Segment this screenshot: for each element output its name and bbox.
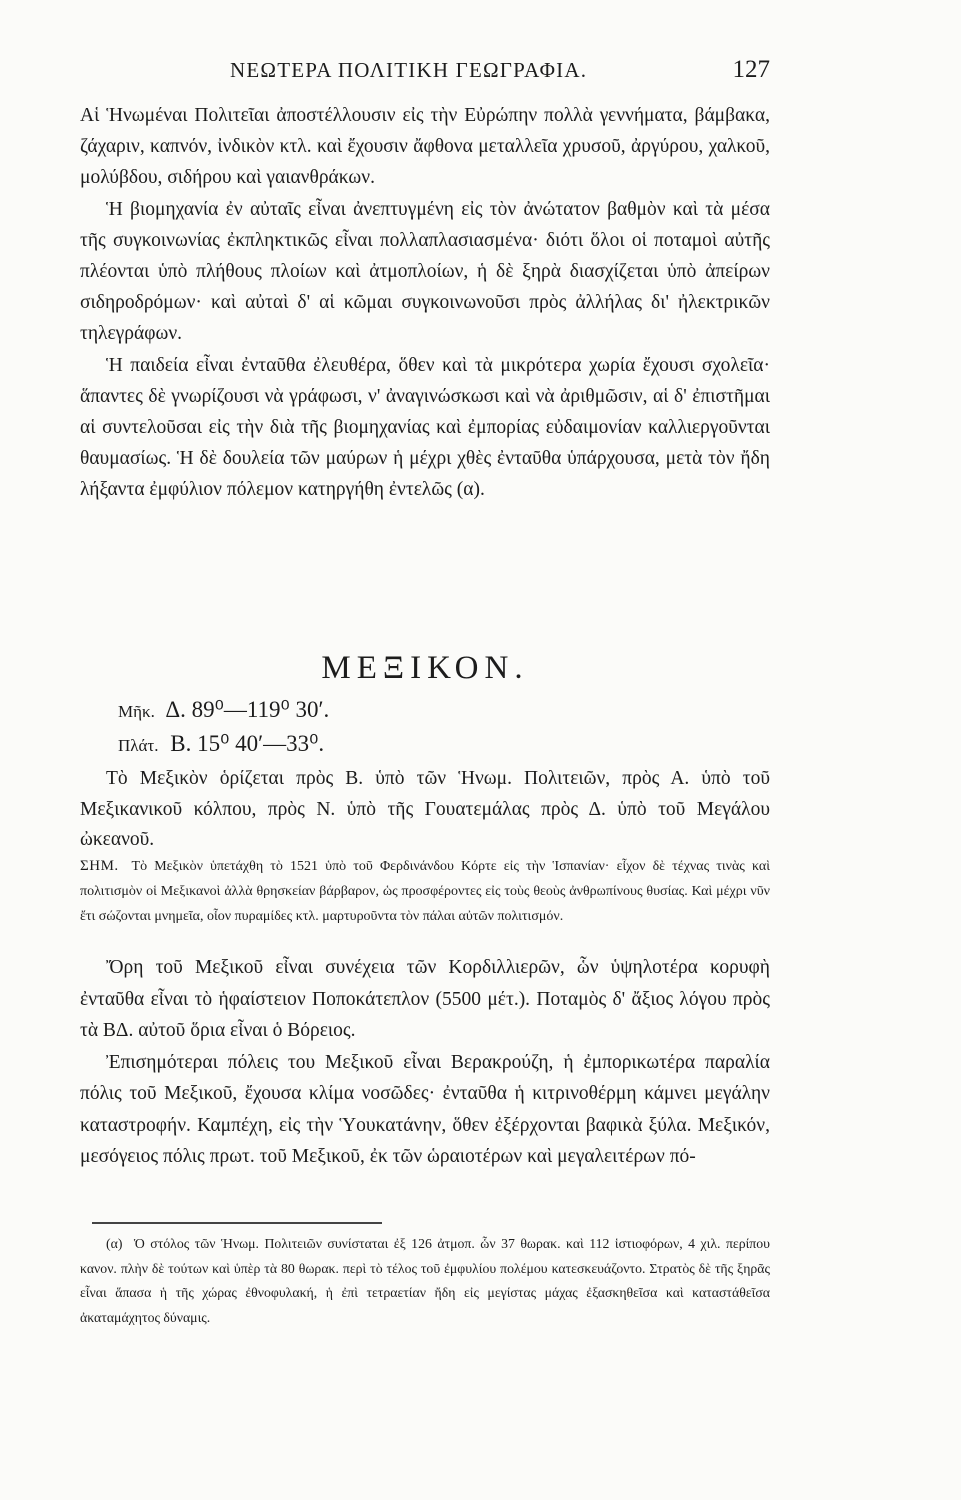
paragraph-mountains: Ὄρη τοῦ Μεξικοῦ εἶναι συνέχεια τῶν Κορδιλλιερῶν, ὧν ὑψηλοτέρα κορυφὴ ἐνταῦθα εἶναι τὸ ἡφαίστειον Ποποκάτεπλον (5500 μέτ.). Ποταμὸς δ' ἄξιος λόγου πρὸς τὰ ΒΔ. αὐτοῦ ὅρια εἶναι ὁ Βόρειος. [80,957,770,1041]
note-text: Τὸ Μεξικὸν ὑπετάχθη τὸ 1521 ὑπὸ τοῦ Φερδινάνδου Κόρτε εἰς τὴν Ἱσπανίαν· εἶχον δὲ τέχνας τινὰς καὶ πολιτισμὸν οἱ Μεξικανοὶ ἀλλὰ θρησκείαν βάρβαρον, ὡς προσφέροντες εἰς τοὺς θεοὺς ἀνθρωπίνους θυσίας. Καὶ μέχρι νῦν ἔτι σώζονται μνημεῖα, οἷον πυραμίδες κτλ. μαρτυροῦντα τὸν πάλαι αὐτῶν πολιτισμόν. [80,859,770,924]
paragraph-borders: Τὸ Μεξικὸν ὁρίζεται πρὸς Β. ὑπὸ τῶν Ἡνωμ. Πολιτειῶν, πρὸς Α. ὑπὸ τοῦ Μεξικανικοῦ κόλπου, πρὸς Ν. ὑπὸ τῆς Γουατεμάλας πρὸς Δ. ὑπὸ τοῦ Μεγάλου ὠκεανοῦ. [80,768,770,851]
paragraph-industry: Ἡ βιομηχανία ἐν αὐταῖς εἶναι ἀνεπτυγμένη εἰς τὸν ἀνώτατον βαθμὸν καὶ τὰ μέσα τῆς συγκοινωνίας ἐκπληκτικῶς εἶναι πολλαπλασιασμένα· διότι ὅλοι οἱ ποταμοὶ αὐτῆς πλέονται ὑπὸ πλήθους πλοίων καὶ ἀτμοπλοίων, ἡ δὲ ξηρὰ διασχίζεται ὑπὸ ἀπείρων σιδηροδρόμων· καὶ αὐταὶ δ' αἱ κῶμαι συγκοινωνοῦσι πρὸς ἀλλήλας δι' ἠλεκτρικῶν τηλεγράφων. [80,198,770,345]
footnote [80,1232,770,1330]
latitude-value: Β. 15⁰ 40′—33⁰. [170,731,325,756]
note-label: ΣΗΜ. [80,858,119,874]
paragraph-education: Ἡ παιδεία εἶναι ἐνταῦθα ἐλευθέρα, ὅθεν καὶ τὰ μικρότερα χωρία ἔχουσι σχολεῖα· ἅπαντες δὲ γνωρίζουσι νὰ γράφωσι, ν' ἀναγινώσκωσι καὶ νὰ ἀριθμῶσιν, αἱ δ' ἐπιστῆμαι αἱ συντελοῦσαι εἰς τὴν διὰ τῆς βιομηχανίας καὶ ἐμπορίας εὐδαιμονίαν καλλιεργοῦνται θαυμασίως. Ἡ δὲ δουλεία τῶν μαύρων ἡ μέχρι χθὲς ἐνταῦθα ὑπάρχουσα, μετὰ τὸν ἤδη λήξαντα ἐμφύλιον πόλεμον κατηργήθη ἐντελῶς (α). [80,354,770,501]
longitude-line [118,694,329,728]
paragraph-cities: Ἐπισημότεραι πόλεις του Μεξικοῦ εἶναι Βερακρούζη, ἡ ἐμπορικωτέρα παραλία πόλις τοῦ Μεξικοῦ, ἔχουσα κλίμα νοσῶδες· ἐνταῦθα ἡ κιτρινοθέρμη κάμνει μεγάλην καταστροφήν. Καμπέχη, εἰς τὴν Ὑουκατάνην, ὅθεν ἐξέρχονται βαφικὰ ξύλα. Μεξικόν, μεσόγειος πόλις πρωτ. τοῦ Μεξικοῦ, ἐκ τῶν ὡραιοτέρων καὶ μεγαλειτέρων πό- [80,1051,770,1167]
mexico-geography-text [80,952,770,1173]
page-header [80,56,770,92]
latitude-label: Πλάτ. [118,736,159,755]
footnote-mark: (α) [106,1236,123,1251]
historical-note [80,854,770,929]
paragraph-exports: Αἱ Ἡνωμέναι Πολιτεῖαι ἀποστέλλουσιν εἰς τὴν Εὐρώπην πολλὰ γεννήματα, βάμβακα, ζάχαριν, καπνόν, ἰνδικὸν κτλ. καὶ ἔχουσιν ἄφθονα μεταλλεῖα χρυσοῦ, ἀργύρου, χαλκοῦ, μολύβδου, σιδήρου καὶ γαιανθράκων. [80,105,770,189]
running-title: ΝΕΩΤΕΡΑ ΠΟΛΙΤΙΚΗ ΓΕΩΓΡΑΦΙΑ. [230,58,588,82]
section-heading: ΜΕΞΙΚΟΝ. [321,650,529,686]
usa-section-text [80,100,770,506]
longitude-value: Δ. 89⁰—119⁰ 30′. [165,697,330,722]
longitude-label: Μῆκ. [118,702,155,721]
page-number: 127 [732,56,770,83]
latitude-line [118,728,329,762]
coordinates-block [118,694,329,762]
mexico-borders-text [80,764,770,856]
footnote-text: Ὁ στόλος τῶν Ἡνωμ. Πολιτειῶν συνίσταται ἐξ 126 ἀτμοπ. ὧν 37 θωρακ. καὶ 112 ἱστιοφόρων, 4 χιλ. περίπου κανον. πλὴν δὲ τούτων καὶ ὑπὲρ τὰ 80 θωρακ. περὶ τὸ τέλος τοῦ ἐμφυλίου πολέμου κατεσκευάζοντο. Στρατὸς δὲ τῆς ξηρᾶς εἶναι ἅπασα ἡ τῆς χώρας ἐθνοφυλακή, ἡ ἐπὶ τετραετίαν ἤδη εἰς μεγίστας μάχας ἐξασκηθεῖσα καὶ καταστάθεῖσα ἀκαταμάχητος δύναμις. [80,1236,771,1325]
footnote-divider [92,1222,382,1224]
